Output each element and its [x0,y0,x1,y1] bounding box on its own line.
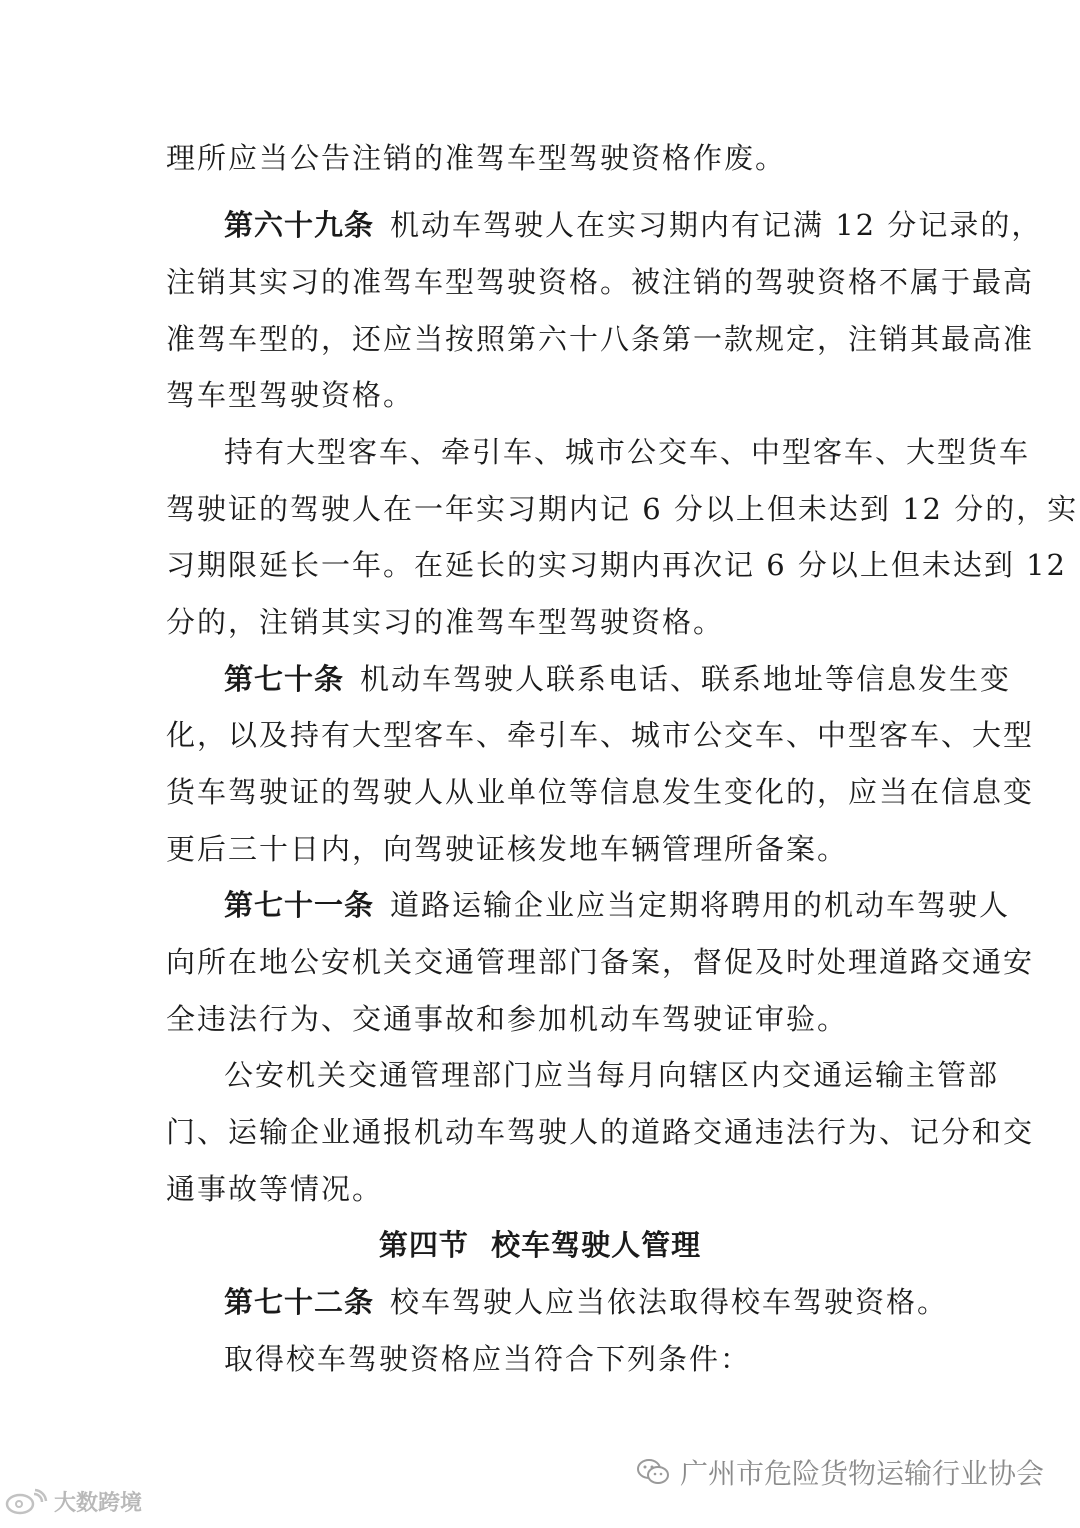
article-72-line: 第七十二条 校车驾驶人应当依法取得校车驾驶资格。 [224,1285,949,1319]
article-71-heading: 第七十一条 [224,888,375,922]
paragraph-line: 门、运输企业通报机动车驾驶人的道路交通违法行为、记分和交 [166,1115,1035,1149]
paragraph-line: 更后三十日内，向驾驶证核发地车辆管理所备案。 [166,832,849,866]
paragraph-line: 化，以及持有大型客车、牵引车、城市公交车、中型客车、大型 [166,718,1035,752]
watermark-right-text: 广州市危险货物运输行业协会 [679,1457,1044,1490]
paragraph-line: 理所应当公告注销的准驾车型驾驶资格作废。 [166,141,787,175]
article-71-line: 第七十一条 道路运输企业应当定期将聘用的机动车驾驶人 [224,888,1011,922]
wechat-icon [636,1457,670,1487]
paragraph-line: 驾车型驾驶资格。 [166,378,415,412]
watermark-weibo [4,1486,142,1517]
paragraph-line: 取得校车驾驶资格应当符合下列条件： [224,1342,752,1376]
watermark-wechat [636,1452,1044,1492]
paragraph-line: 货车驾驶证的驾驶人从业单位等信息发生变化的，应当在信息变 [166,775,1035,809]
paragraph-line: 持有大型客车、牵引车、城市公交车、中型客车、大型货车 [224,435,1031,469]
article-69-line: 第六十九条 机动车驾驶人在实习期内有记满 12 分记录的， [224,208,1043,242]
paragraph-line: 准驾车型的，还应当按照第六十八条第一款规定，注销其最高准 [166,322,1035,356]
paragraph-line: 注销其实习的准驾车型驾驶资格。被注销的驾驶资格不属于最高 [166,265,1035,299]
article-70-heading: 第七十条 [224,662,345,696]
article-69-heading: 第六十九条 [224,208,375,242]
paragraph-line: 公安机关交通管理部门应当每月向辖区内交通运输主管部 [224,1058,1000,1092]
paragraph-line: 全违法行为、交通事故和参加机动车驾驶证审验。 [166,1002,849,1036]
paragraph-line: 通事故等情况。 [166,1172,384,1206]
weibo-icon [4,1488,48,1516]
paragraph-line: 习期限延长一年。在延长的实习期内再次记 6 分以上但未达到 12 [166,548,1068,582]
watermark-left-text: 大数跨境 [54,1491,143,1516]
paragraph-line: 驾驶证的驾驶人在一年实习期内记 6 分以上但未达到 12 分的，实 [166,492,1079,526]
paragraph-line: 分的，注销其实习的准驾车型驾驶资格。 [166,605,725,639]
section-heading: 第四节 校车驾驶人管理 [378,1228,702,1262]
article-70-line: 第七十条 机动车驾驶人联系电话、联系地址等信息发生变 [224,662,1012,696]
article-72-heading: 第七十二条 [224,1285,375,1319]
paragraph-line: 向所在地公安机关交通管理部门备案，督促及时处理道路交通安 [166,945,1035,979]
